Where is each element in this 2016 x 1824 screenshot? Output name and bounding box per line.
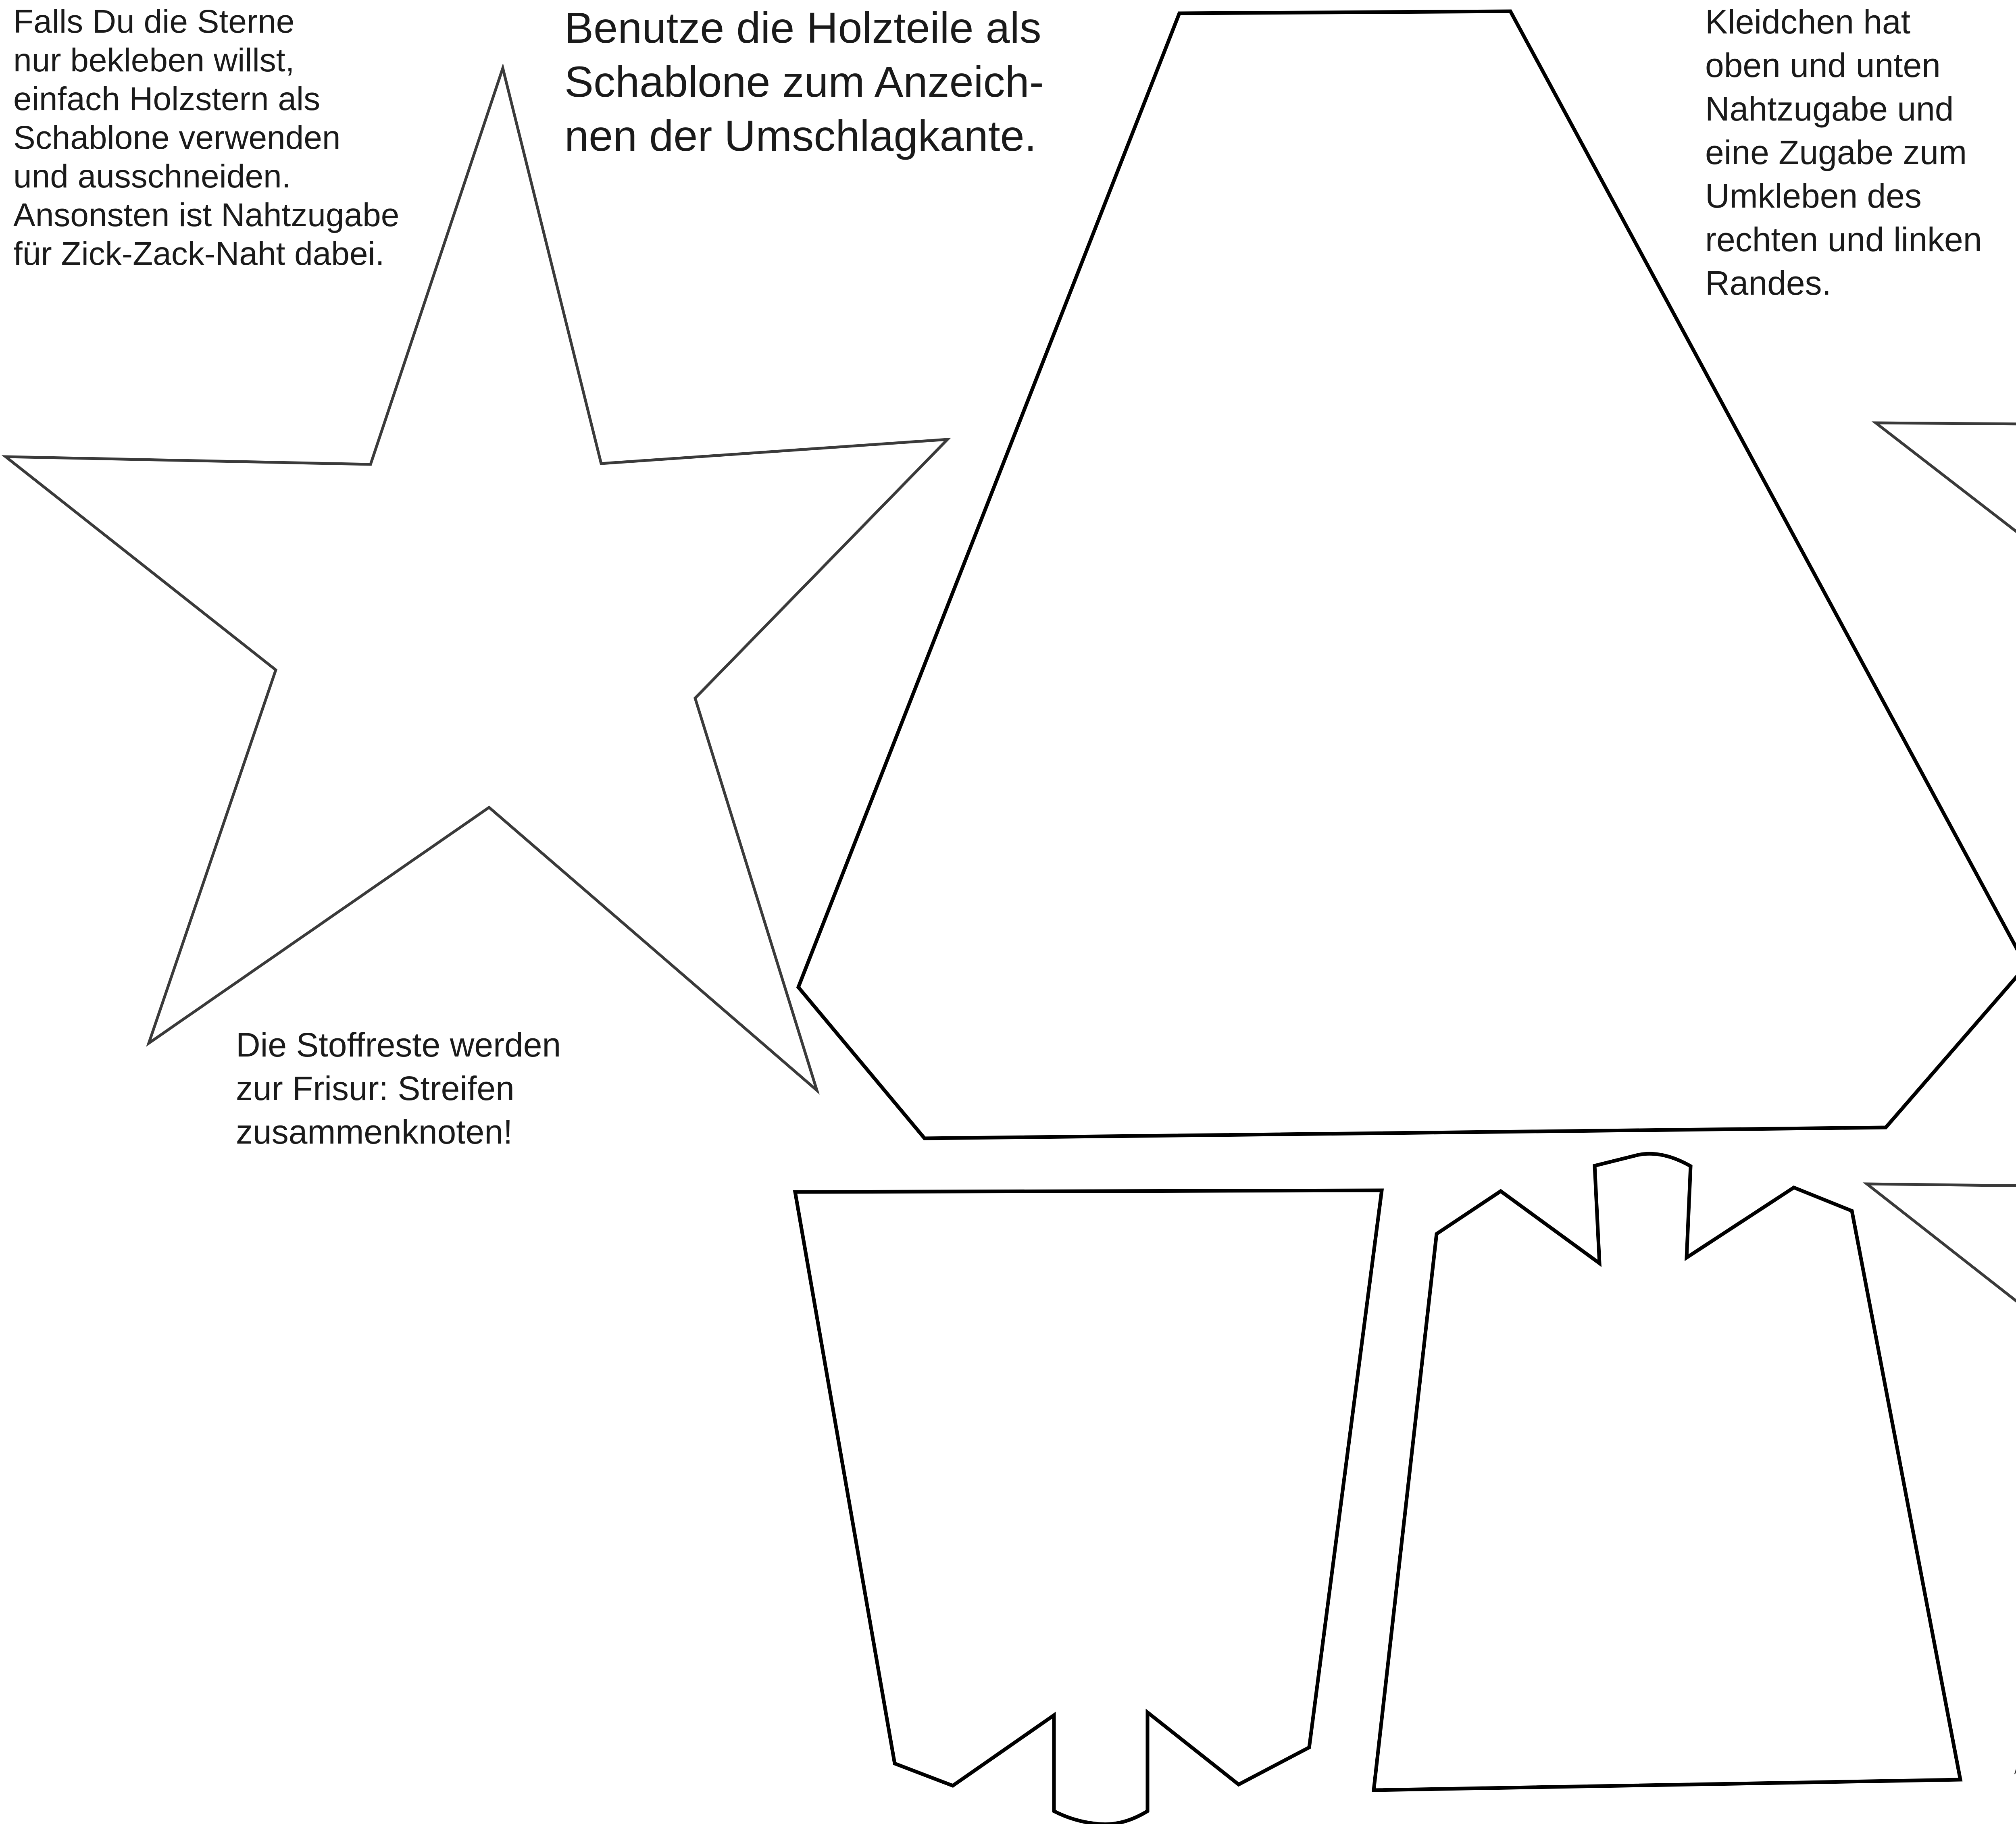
template-instructions-note: Benutze die Holzteile als Schablone zum Anzeich- nen der Umschlagkante. xyxy=(564,3,1044,160)
dress-piece-right xyxy=(1374,1154,1960,1790)
hair-instructions-note: Die Stoffreste werden zur Frisur: Streifen zusammenknoten! xyxy=(236,1026,561,1151)
star-piece-bottom-right xyxy=(1867,794,2016,1810)
dress-piece-left xyxy=(795,1190,1382,1824)
dress-instructions-note: Kleidchen hat oben und unten Nahtzugabe und eine Zugabe zum Umkleben des rechten und linken Randes. xyxy=(1705,3,1982,302)
star-instructions-note: Falls Du die Sterne nur bekleben willst, einfach Holzstern als Schablone verwenden und ausschneiden. Ansonsten ist Nahtzugabe für Zick-Zack-Naht dabei. xyxy=(13,3,400,272)
